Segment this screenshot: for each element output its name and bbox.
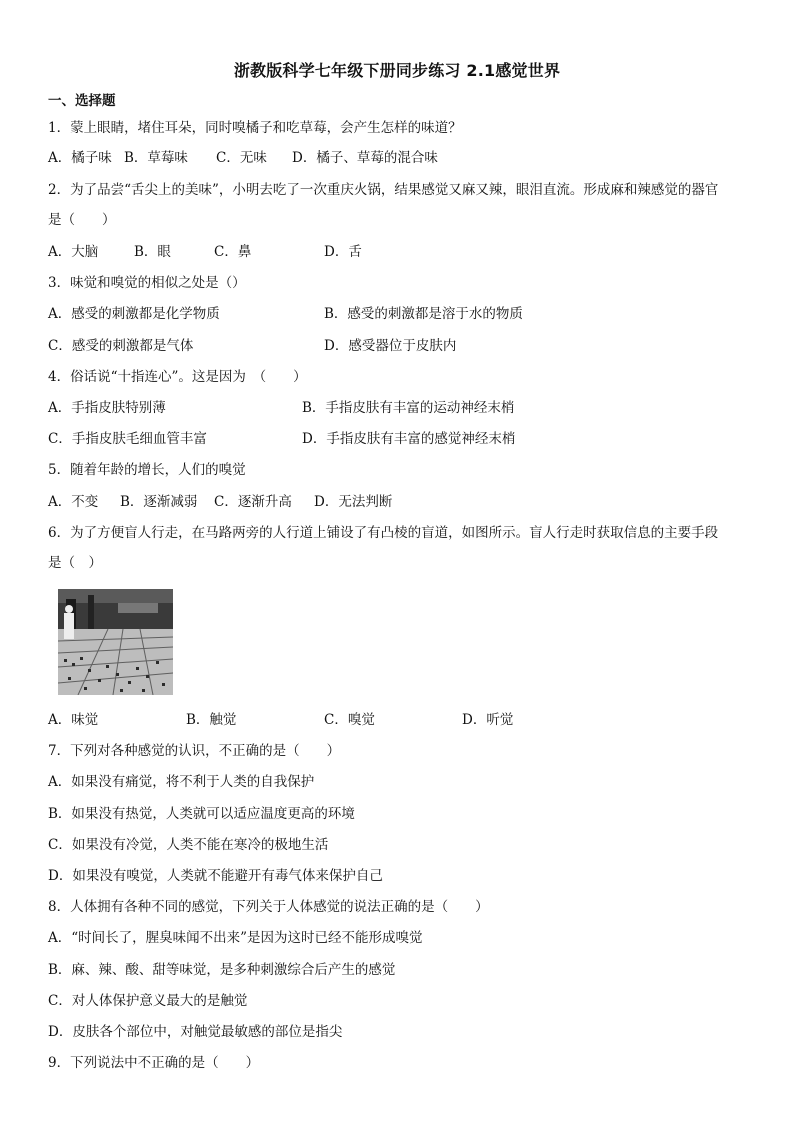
q5-option-b: B．逐渐减弱	[120, 494, 198, 510]
q3-option-a: A．感受的刺激都是化学物质	[48, 306, 220, 322]
q5-option-d: D．无法判断	[314, 494, 393, 510]
q7-option-d: D．如果没有嗅觉，人类就不能避开有毒气体来保护自己	[48, 868, 383, 884]
question-4-stem: 4．俗话说“十指连心”。这是因为 （ ）	[48, 369, 307, 385]
question-6-stem-cont: 是（ ）	[48, 555, 102, 571]
q2-option-a: A．大脑	[48, 244, 99, 260]
q7-option-a: A．如果没有痛觉，将不利于人类的自我保护	[48, 774, 315, 790]
tactile-paving-illustration	[58, 589, 173, 695]
q2-option-d: D．舌	[324, 244, 362, 260]
q6-option-c: C．嗅觉	[324, 712, 375, 728]
question-1-stem: 1．蒙上眼睛，堵住耳朵，同时嗅橘子和吃草莓，会产生怎样的味道？	[48, 120, 462, 136]
q5-option-c: C．逐渐升高	[214, 494, 292, 510]
q6-option-b: B．触觉	[186, 712, 237, 728]
q8-option-b: B．麻、辣、酸、甜等味觉，是多种刺激综合后产生的感觉	[48, 962, 396, 978]
q7-option-c: C．如果没有冷觉，人类不能在寒冷的极地生活	[48, 837, 329, 853]
q4-option-a: A．手指皮肤特别薄	[48, 400, 166, 416]
q1-option-c: C．无味	[216, 150, 267, 166]
q1-option-d: D．橘子、草莓的混合味	[292, 150, 438, 166]
q8-option-d: D．皮肤各个部位中，对触觉最敏感的部位是指尖	[48, 1024, 343, 1040]
q2-option-c: C．鼻	[214, 244, 252, 260]
q2-option-b: B．眼	[134, 244, 171, 260]
q6-option-a: A．味觉	[48, 712, 99, 728]
question-6-stem: 6．为了方便盲人行走，在马路两旁的人行道上铺设了有凸棱的盲道，如图所示。盲人行走时获取信息的主要手段	[48, 525, 719, 541]
question-9-stem: 9．下列说法中不正确的是（ ）	[48, 1055, 260, 1071]
question-7-stem: 7．下列对各种感觉的认识，不正确的是（ ）	[48, 743, 341, 759]
q6-option-d: D．听觉	[462, 712, 514, 728]
page-title: 浙教版科学七年级下册同步练习 2.1感觉世界	[233, 61, 561, 80]
section-heading: 一、选择题	[48, 93, 116, 109]
q3-option-b: B．感受的刺激都是溶于水的物质	[324, 306, 523, 322]
q3-option-d: D．感受器位于皮肤内	[324, 338, 457, 354]
q1-option-b: B．草莓味	[124, 150, 188, 166]
q4-option-b: B．手指皮肤有丰富的运动神经末梢	[302, 400, 515, 416]
q8-option-a: A．“时间长了，腥臭味闻不出来”是因为这时已经不能形成嗅觉	[48, 930, 423, 946]
question-5-stem: 5．随着年龄的增长，人们的嗅觉	[48, 462, 246, 478]
q4-option-d: D．手指皮肤有丰富的感觉神经末梢	[302, 431, 516, 447]
q7-option-b: B．如果没有热觉，人类就可以适应温度更高的环境	[48, 806, 355, 822]
question-2-stem-cont: 是（ ）	[48, 212, 116, 228]
q1-option-a: A．橘子味	[48, 150, 112, 166]
question-3-stem: 3．味觉和嗅觉的相似之处是（）	[48, 275, 246, 291]
q8-option-c: C．对人体保护意义最大的是触觉	[48, 993, 248, 1009]
q4-option-c: C．手指皮肤毛细血管丰富	[48, 431, 207, 447]
question-2-stem: 2．为了品尝“舌尖上的美味”，小明去吃了一次重庆火锅，结果感觉又麻又辣，眼泪直流。形成麻和辣感觉的器官	[48, 182, 719, 198]
q5-option-a: A．不变	[48, 494, 99, 510]
question-8-stem: 8．人体拥有各种不同的感觉，下列关于人体感觉的说法正确的是（ ）	[48, 899, 489, 915]
q3-option-c: C．感受的刺激都是气体	[48, 338, 194, 354]
tactile-paving-photo	[58, 589, 173, 695]
